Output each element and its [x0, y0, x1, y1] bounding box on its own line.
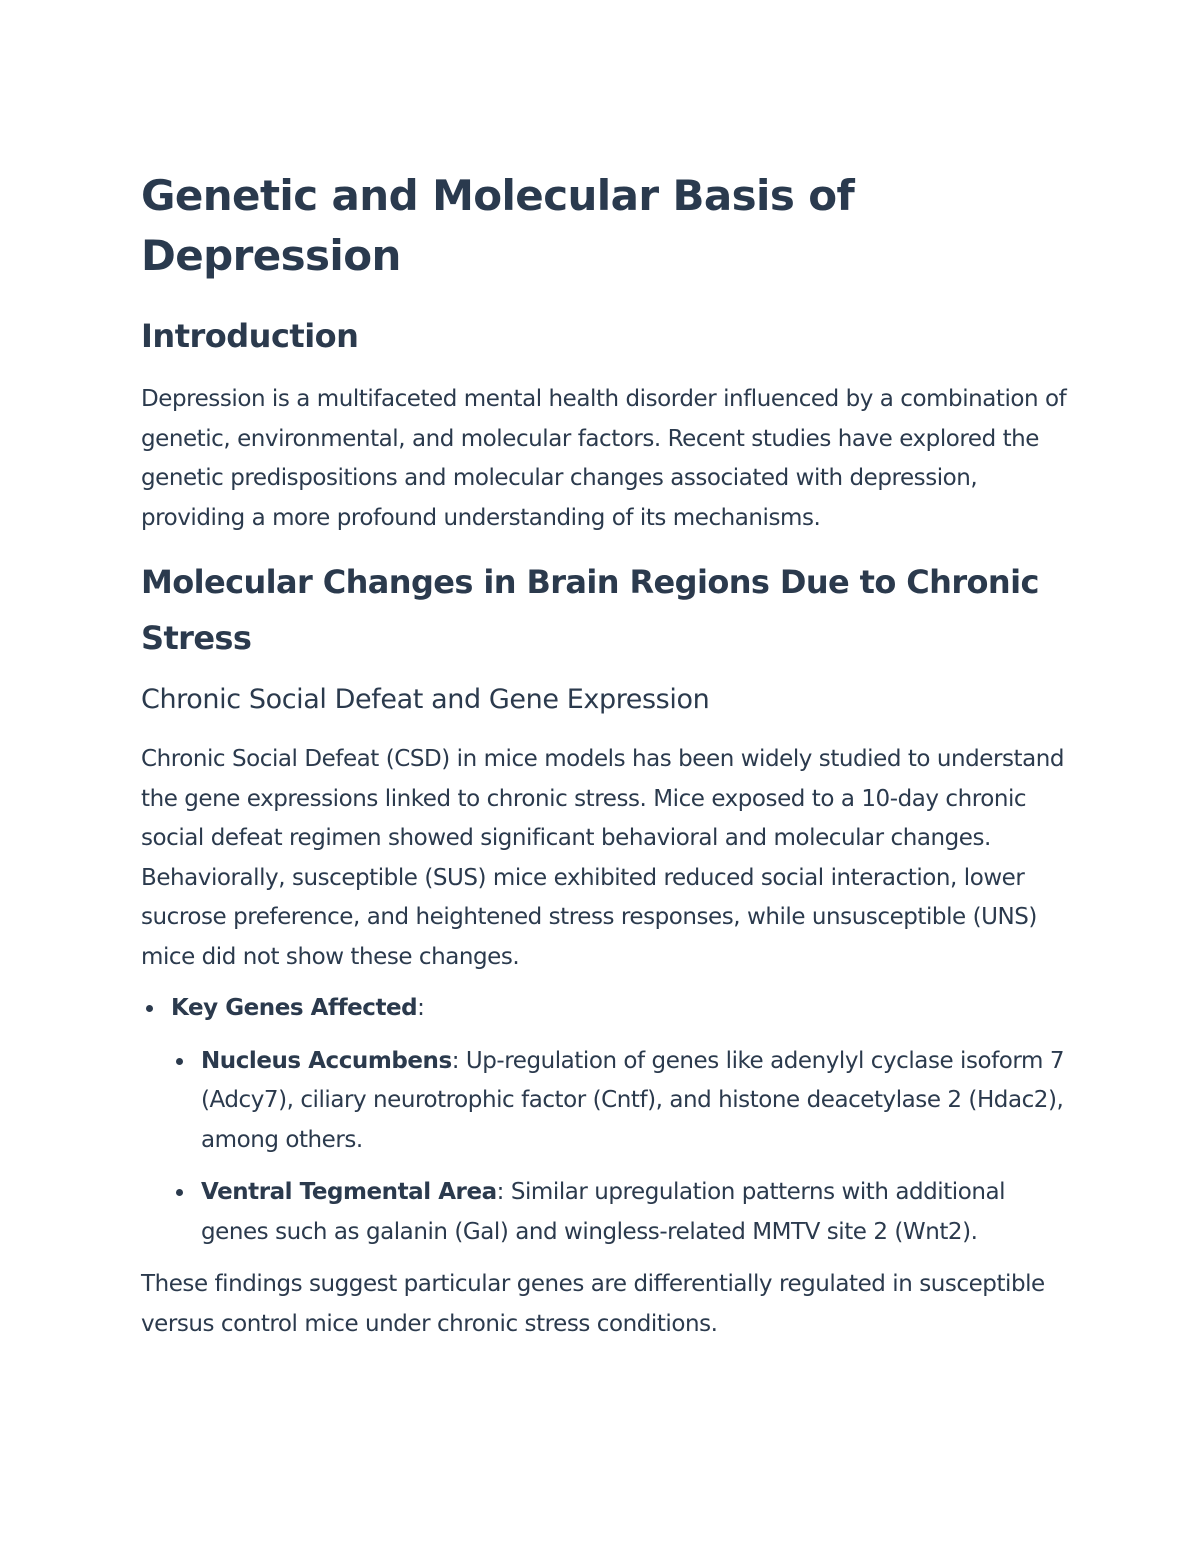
- document-page: [141, 166, 1071, 1344]
- csd-paragraph: Chronic Social Defeat (CSD) in mice models has been widely studied to understand the gene expressions linked to chronic stress. Mice exposed to a 10-day chronic social defeat regimen showed significant behavioral and molecular changes. Behaviorally, susceptible (SUS) mice exhibited reduced social interaction, lower sucrose preference, and heightened stress responses, while unsusceptible (UNS) mice did not show these changes.: [141, 746, 1065, 970]
- nucleus-accumbens-text: : Up-regulation of genes like adenylyl cyclase isoform 7 (Adcy7), ciliary neurotrophic factor (Cntf), and histone deacetylase 2 (Hdac2), among others.: [201, 1047, 1065, 1153]
- ventral-tegmental-area-text: : Similar upregulation patterns with additional genes such as galanin (Gal) and wingless-related MMTV site 2 (Wnt2).: [201, 1179, 1006, 1245]
- key-genes-list: [141, 989, 1071, 1252]
- nucleus-accumbens-term: Nucleus Accumbens: [201, 1047, 452, 1074]
- key-genes-label: Key Genes Affected: [171, 995, 418, 1021]
- chronic-social-defeat-subheading: Chronic Social Defeat and Gene Expression: [141, 684, 710, 715]
- key-genes-label-suffix: :: [417, 995, 425, 1021]
- molecular-changes-heading: Molecular Changes in Brain Regions Due to Chronic Stress: [141, 563, 1039, 657]
- list-item-nucleus-accumbens: [171, 1042, 1071, 1161]
- brain-region-list: [171, 1042, 1071, 1253]
- page-title: Genetic and Molecular Basis of Depression: [141, 171, 855, 280]
- key-genes-list-item: [141, 989, 1071, 1252]
- introduction-heading: Introduction: [141, 317, 359, 355]
- introduction-paragraph: Depression is a multifaceted mental health disorder influenced by a combination of genetic, environmental, and molecular factors. Recent studies have explored the genetic predispositions and molecular changes associated with depression, providing a more profound understanding of its mechanisms.: [141, 386, 1067, 531]
- list-item-ventral-tegmental-area: [171, 1173, 1071, 1252]
- ventral-tegmental-area-term: Ventral Tegmental Area: [201, 1179, 497, 1205]
- closing-paragraph: These findings suggest particular genes are differentially regulated in susceptible versus control mice under chronic stress conditions.: [141, 1271, 1045, 1337]
